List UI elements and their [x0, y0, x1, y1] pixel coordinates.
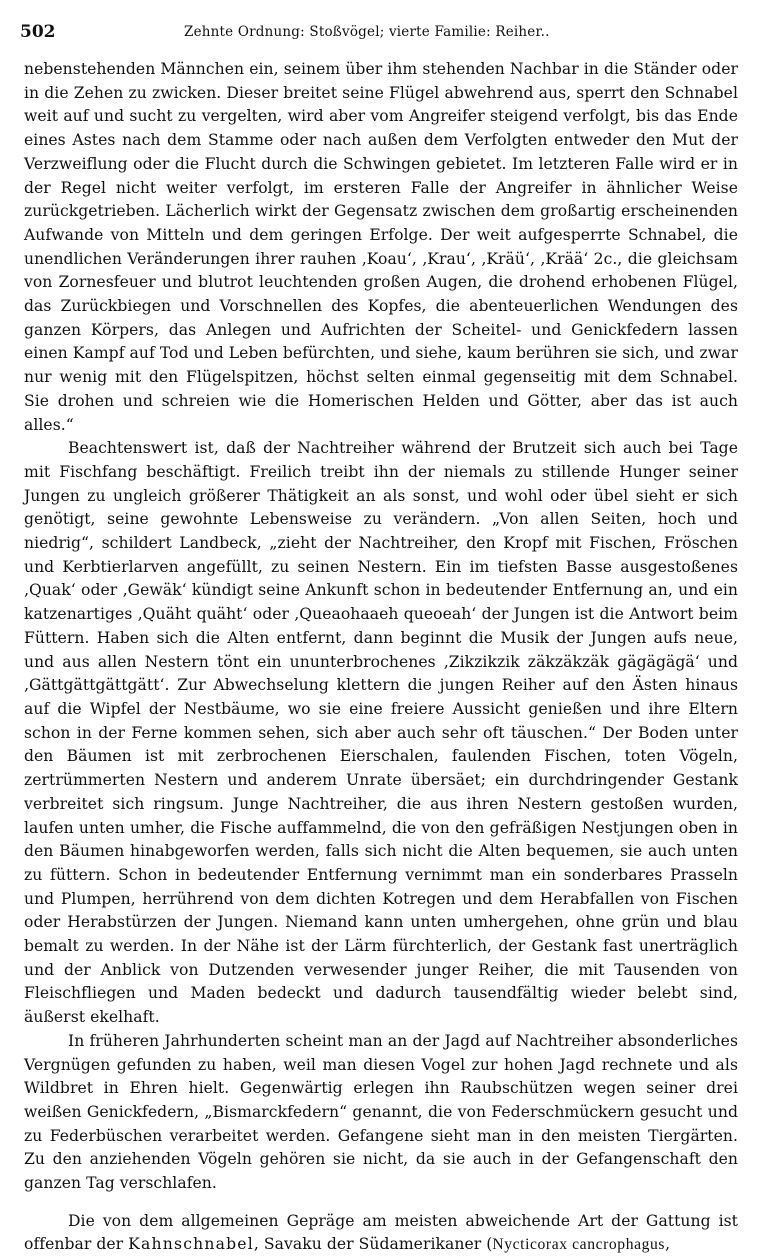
latin-species-name: Nycticorax cancrophagus — [492, 1236, 666, 1254]
paragraph-hunting-history: In früheren Jahrhunderten scheint man an der Jagd auf Nachtreiher absonderliches Vergnügen gefunden zu haben, weil man diesen Vogel zur hohen Jagd rechnete und als Wildbret in Ehren hielt. Gegenwärtig erlegen ihn Raubschützen wegen seiner drei weißen Genickfedern, „Bismarckfedern“ genannt, die von Federschmückern gesucht und zu Federbüschen verarbeitet werden. Gefangene sieht man in den meisten Tiergärten. Zu den anziehenden Vögeln gehören sie nicht, da sie auch in der Gefangenschaft den ganzen Tag verschlafen. — [24, 1031, 738, 1193]
final-text-end: , — [665, 1235, 671, 1254]
final-text-start: Die von dem allgemeinen Gepräge am meisten abweichende Art der Gattung ist offenbar der — [24, 1211, 738, 1254]
species-name-spaced: Kahnschnabel — [128, 1235, 254, 1254]
running-head: Zehnte Ordnung: Stoßvögel; vierte Familie: Reiher.. — [184, 24, 550, 40]
page-header — [20, 22, 745, 46]
final-text-middle: , Savaku der Südamerikaner ( — [253, 1235, 493, 1254]
paragraph-brood-feeding: Beachtenswert ist, daß der Nachtreiher während der Brutzeit sich auch bei Tage mit Fischfang beschäftigt. Freilich treibt ihn der niemals zu stillende Hunger seiner Jungen zu ungleich größerer Thätigkeit an als sonst, und wohl oder übel sieht er sich genötigt, seine gewohnte Lebensweise zu verändern. „Von allen Seiten, hoch und niedrig“, schildert Landbeck, „zieht der Nachtreiher, den Kropf mit Fischen, Fröschen und Kerbtierlarven angefüllt, zu seinen Nestern. Ein im tiefsten Basse ausgestoßenes ‚Quak‘ oder ‚Gewäk‘ kündigt seine Ankunft schon in bedeutender Entfernung an, und ein katzenartiges ‚Quäht quäht‘ oder ‚Queaohaaeh queoeah‘ der Jungen ist die Antwort beim Füttern. Haben sich die Alten entfernt, dann beginnt die Musik der Jungen aufs neue, und aus allen Nestern tönt ein ununterbrochenes ‚Zikzikzik zäkzäkzäk gägägägä‘ und ‚Gättgättgättgätt‘. Zur Abwechselung klettern die jungen Reiher auf den Ästen hinaus auf die Wipfel der Nestbäume, wo sie eine freiere Aussicht genießen und ihre Eltern schon in der Ferne kommen sehen, sich aber auch sehr oft täuschen.“ Der Boden unter den Bäumen ist mit zerbrochenen Eierschalen, faulenden Fischen, toten Vögeln, zertrümmerten Nestern und anderem Unrate übersäet; ein durchdringender Gestank verbreitet sich ringsum. Junge Nachtreiher, die aus ihren Nestern gestoßen wurden, laufen unten umher, die Fische auffammelnd, die von den gefräßigen Nestjungen oben in den Bäumen hinabgeworfen werden, falls sich nicht die Alten bequemen, sie auch unten zu füttern. Schon in bedeutender Entfernung vernimmt man ein sonderbares Prasseln und Plumpen, herrührend von dem dichten Kotregen und dem Herabfallen von Fischen oder Herabstürzen der Jungen. Niemand kann unten umhergehen, ohne grün und blau bemalt zu werden. In der Nähe ist der Lärm fürchterlich, der Gestank fast unerträglich und der Anblick von Dutzenden verwesender junger Reiher, die mit Tausenden von Fleischfliegen und Maden bedeckt und dadurch tausendfältig wieder belebt sind, äußerst ekelhaft. — [24, 439, 738, 1027]
body-text — [24, 58, 738, 1257]
page-number: 502 — [20, 22, 56, 42]
paragraph-quarrel-continuation: nebenstehenden Männchen ein, seinem über ihm stehenden Nachbar in die Ständer oder in die Zehen zu zwicken. Dieser breitet seine Flügel abwehrend aus, sperrt den Schnabel weit auf und sucht zu vergelten, wird aber vom Angreifer steigend verfolgt, bis das Ende eines Astes nach dem Stamme oder nach außen dem Verfolgten entweder den Mut der Verzweiflung oder die Flucht durch die Schwingen gebietet. Im letzteren Falle wird er in der Regel nicht weiter verfolgt, im ersteren Falle der Angreifer in ähnlicher Weise zurückgetrieben. Lächerlich wirkt der Gegensatz zwischen dem großartig erscheinenden Aufwande von Mitteln und dem geringen Erfolge. Der weit aufgesperrte Schnabel, die unendlichen Veränderungen ihrer rauhen ‚Koau‘, ‚Krau‘, ‚Kräü‘, ‚Krää‘ 2c., die gleichsam von Zornesfeuer und blutrot leuchtenden großen Augen, die drohend erhobenen Flügel, das Zurückbiegen und Vorschnellen des Kopfes, die abenteuerlichen Wendungen des ganzen Körpers, das Anlegen und Aufrichten der Scheitel- und Genickfedern lassen einen Kampf auf Tod und Leben befürchten, und siehe, kaum berühren sie sich, und zwar nur wenig mit den Flügelspitzen, höchst selten einmal gegenseitig mit dem Schnabel. Sie drohen und schreien wie die Homerischen Helden und Götter, aber das ist auch alles.“ — [24, 60, 738, 434]
paragraph-boat-billed-heron — [24, 1210, 738, 1257]
